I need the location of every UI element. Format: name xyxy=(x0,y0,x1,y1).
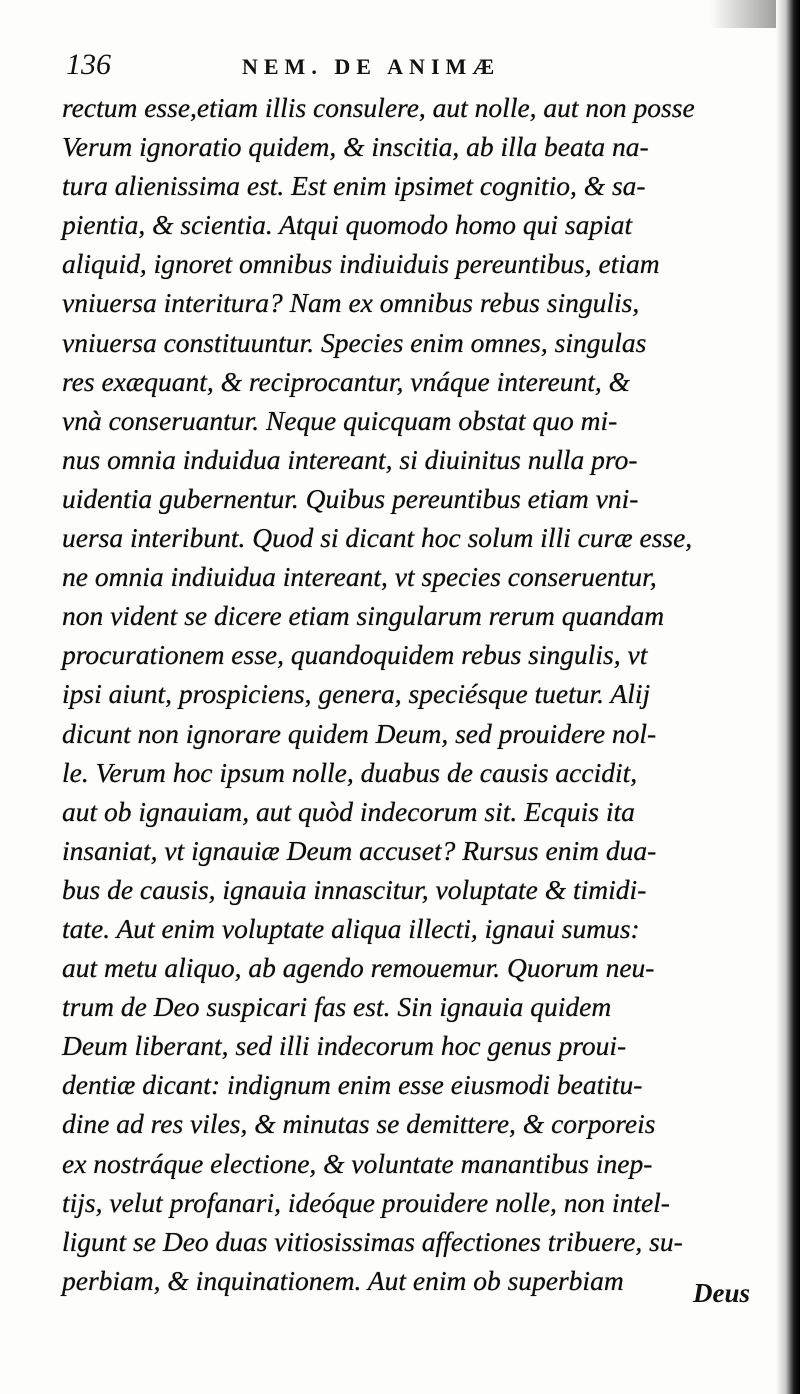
text-line: tura alienissima est. Est enim ipsimet cognitio, & sa- xyxy=(62,170,646,202)
text-line: ligunt se Deo duas vitiosissimas affectiones tribuere, su- xyxy=(62,1225,683,1257)
text-line: perbiam, & inquinationem. Aut enim ob superbiam xyxy=(62,1264,624,1296)
text-line: uidentia gubernentur. Quibus pereuntibus etiam vni- xyxy=(62,482,639,514)
text-line: aut metu aliquo, ab agendo remouemur. Quorum neu- xyxy=(62,952,655,984)
text-line: ipsi aiunt, prospiciens, genera, speciésque tuetur. Alij xyxy=(62,678,651,710)
text-line: dine ad res viles, & minutas se demittere, & corporeis xyxy=(62,1108,656,1140)
text-line: res exæquant, & reciprocantur, vnáque intereunt, & xyxy=(62,365,630,397)
text-line: bus de causis, ignauia innascitur, voluptate & timidi- xyxy=(62,873,647,905)
text-line: ex nostráque electione, & voluntate manantibus inep- xyxy=(62,1147,653,1179)
text-line: Deum liberant, sed illi indecorum hoc genus proui- xyxy=(62,1030,627,1062)
text-line: aut ob ignauiam, aut quòd indecorum sit. Ecquis ita xyxy=(62,795,635,827)
text-line: vnà conseruantur. Neque quicquam obstat quo mi- xyxy=(62,404,618,436)
text-line: dentiæ dicant: indignum enim esse eiusmodi beatitu- xyxy=(62,1069,643,1101)
text-line: tate. Aut enim voluptate aliqua illecti, ignaui sumus: xyxy=(62,912,640,944)
page-header xyxy=(66,48,766,88)
text-line: Verum ignoratio quidem, & inscitia, ab illa beata na- xyxy=(62,131,649,163)
text-line: tijs, velut profanari, ideóque prouidere nolle, non intel- xyxy=(62,1186,670,1218)
text-line: le. Verum hoc ipsum nolle, duabus de causis accidit, xyxy=(62,756,638,788)
page-gutter-shadow xyxy=(776,0,800,1394)
text-line: non vident se dicere etiam singularum rerum quandam xyxy=(62,600,665,632)
running-head: NEM. DE ANIMÆ xyxy=(242,54,501,79)
text-line: rectum esse,etiam illis consulere, aut nolle, aut non posse xyxy=(62,92,695,123)
text-line: vniuersa interitura? Nam ex omnibus rebus singulis, xyxy=(62,287,640,319)
text-line: vniuersa constituuntur. Species enim omnes, singulas xyxy=(62,326,647,358)
text-line: trum de Deo suspicari fas est. Sin ignauia quidem xyxy=(62,991,612,1023)
text-line: dicunt non ignorare quidem Deum, sed prouidere nol- xyxy=(62,717,657,749)
text-line: pientia, & scientia. Atqui quomodo homo qui sapiat xyxy=(62,209,633,241)
text-line: uersa interibunt. Quod si dicant hoc solum illi curæ esse, xyxy=(62,522,693,554)
catchword: Deus xyxy=(692,1278,750,1308)
text-line: procurationem esse, quandoquidem rebus singulis, vt xyxy=(62,639,648,671)
text-line: nus omnia induidua intereant, si diuinitus nulla pro- xyxy=(62,443,638,475)
text-line: ne omnia indiuidua intereant, vt species conseruentur, xyxy=(62,561,657,593)
text-line: aliquid, ignoret omnibus indiuiduis pereuntibus, etiam xyxy=(62,248,660,280)
text-line: insaniat, vt ignauiæ Deum accuset? Rursus enim dua- xyxy=(62,834,657,866)
page-number: 136 xyxy=(66,48,111,81)
body-text xyxy=(62,88,762,1300)
